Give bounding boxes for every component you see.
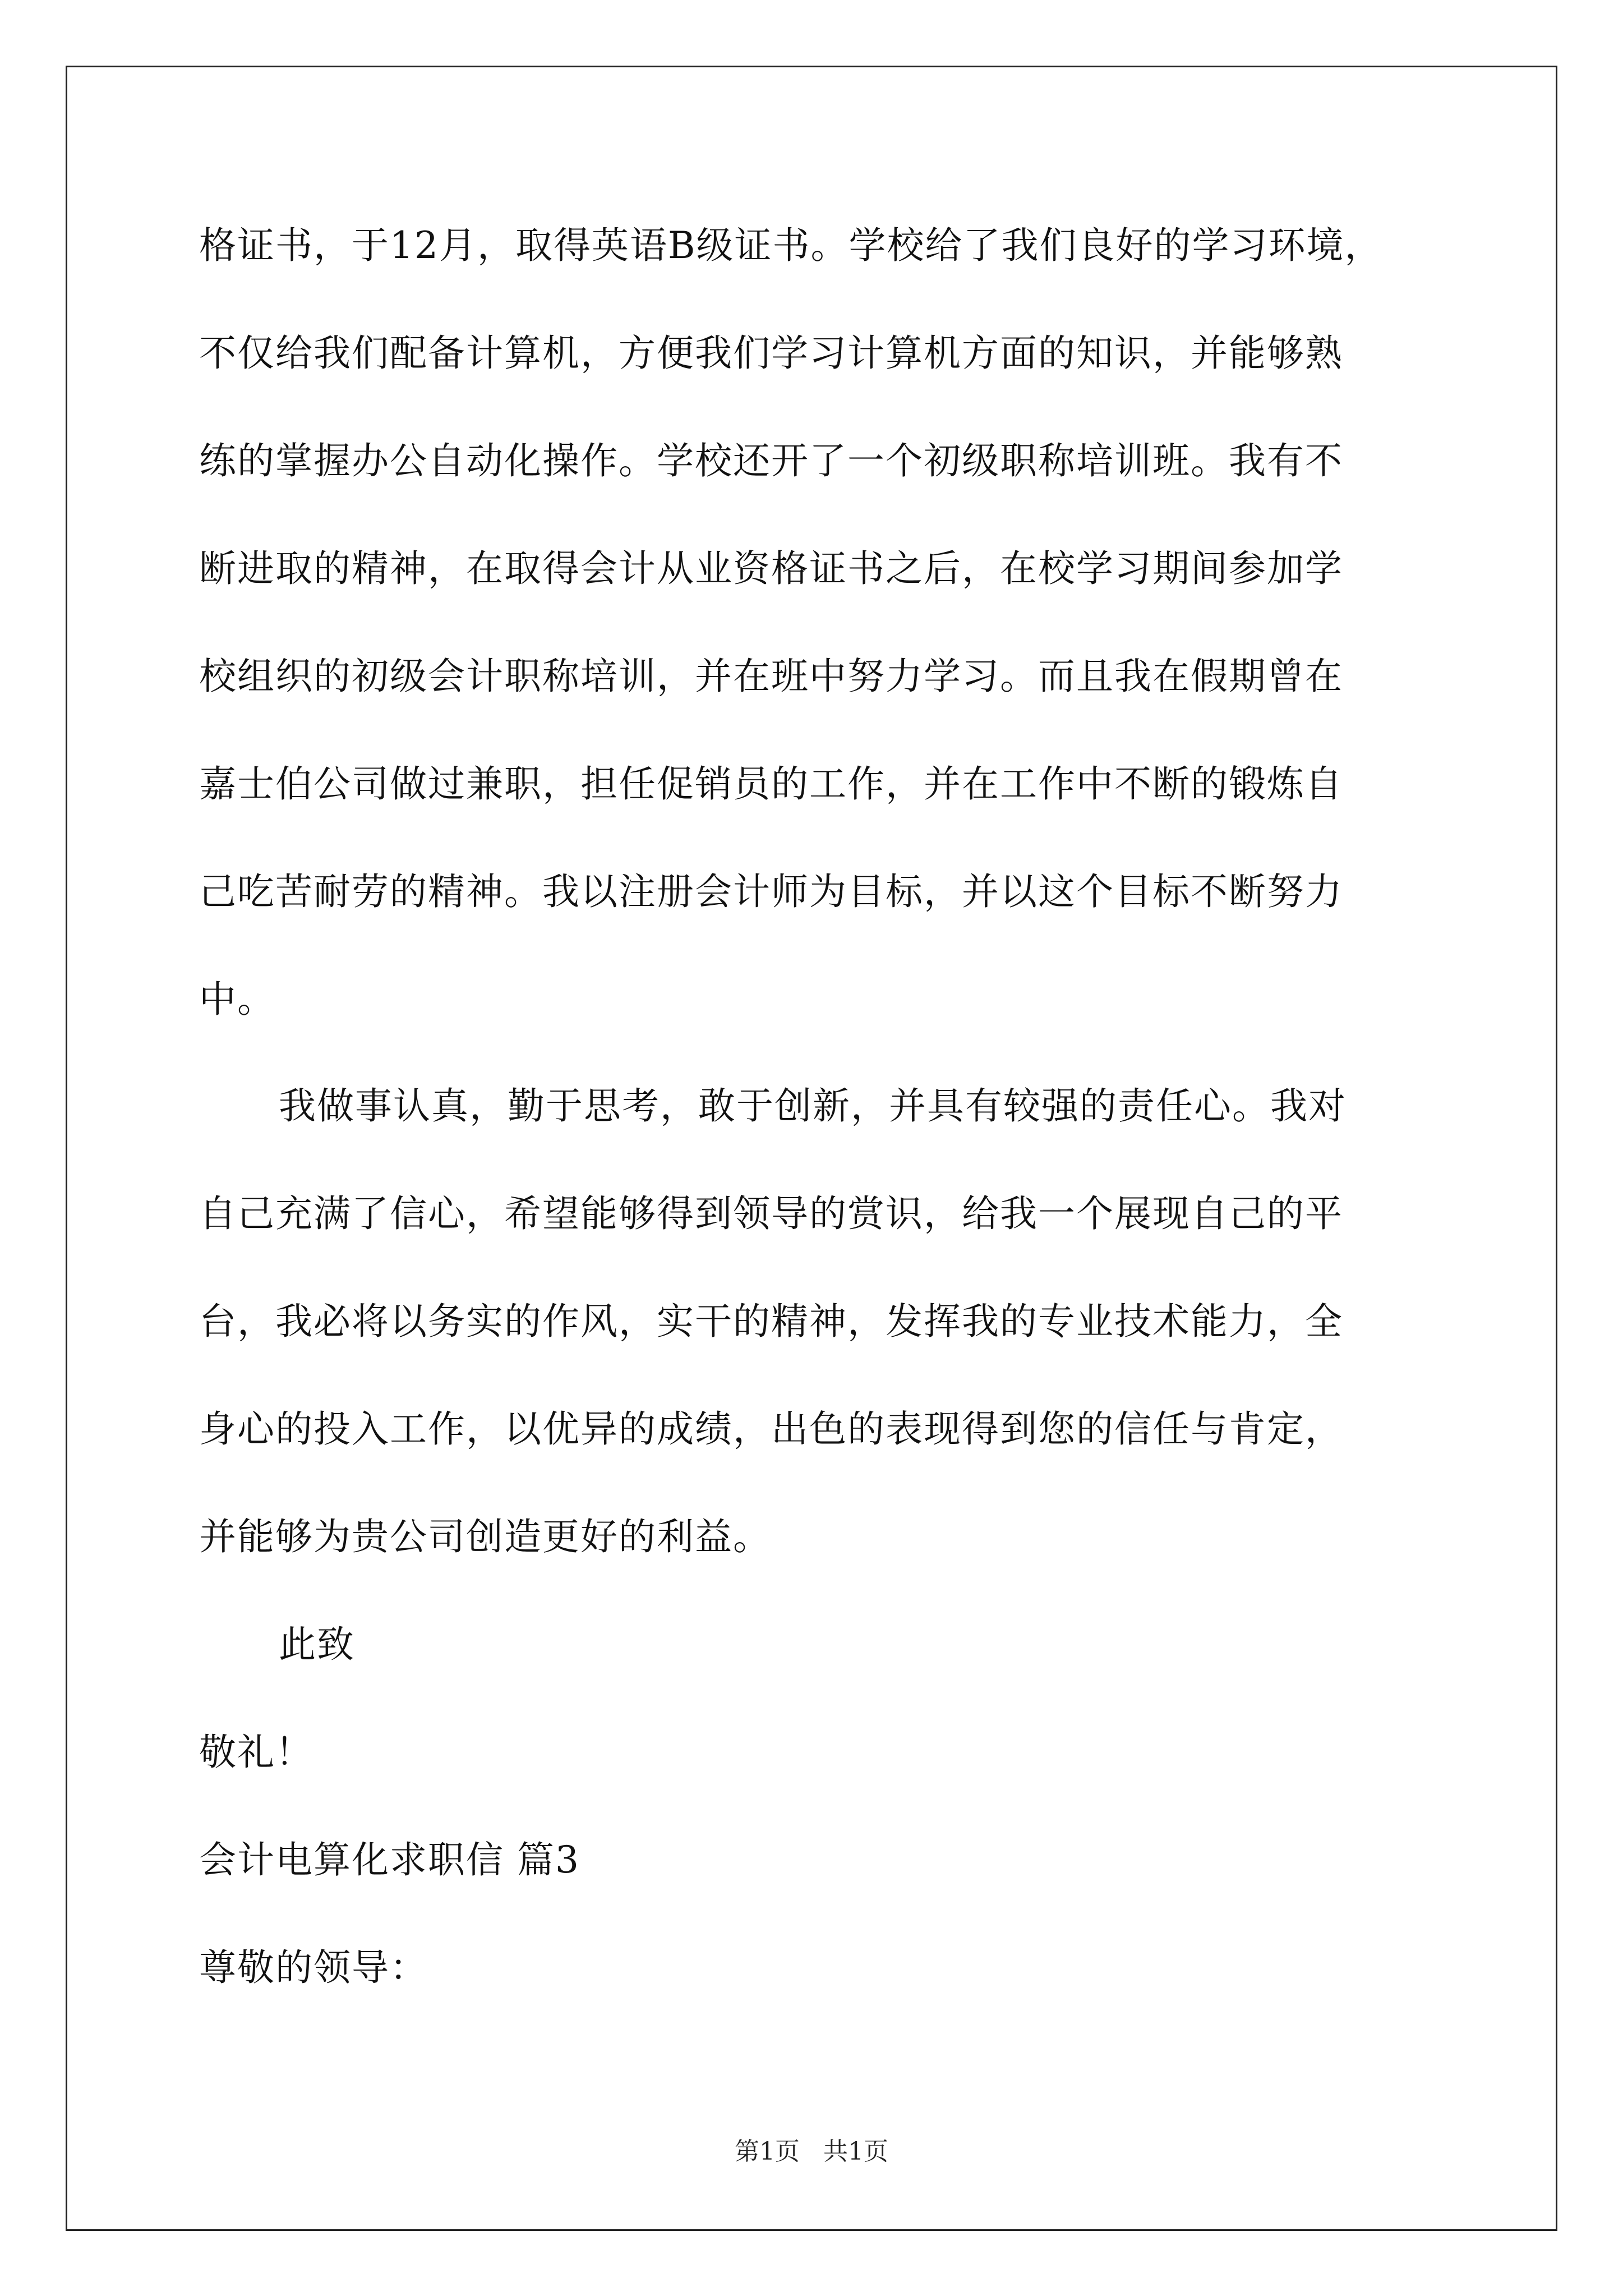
- body-line-4: 断进取的精神，在取得会计从业资格证书之后，在校学习期间参加学: [199, 547, 1343, 590]
- paragraph-line-2: 自己充满了信心，希望能够得到领导的赏识，给我一个展现自己的平: [199, 1192, 1343, 1235]
- body-line-3: 练的掌握办公自动化操作。学校还开了一个初级职称培训班。我有不: [199, 439, 1343, 482]
- paragraph-line-3: 台，我必将以务实的作风，实干的精神，发挥我的专业技术能力，全: [199, 1300, 1343, 1343]
- body-line-8: 中。: [199, 978, 275, 1021]
- closing-line: 此致: [279, 1623, 355, 1666]
- paragraph-line-1: 我做事认真，勤于思考，敢于创新，并具有较强的责任心。我对: [279, 1084, 1347, 1128]
- body-line-5: 校组织的初级会计职称培训，并在班中努力学习。而且我在假期曾在: [199, 655, 1343, 698]
- body-line-6: 嘉士伯公司做过兼职，担任促销员的工作，并在工作中不断的锻炼自: [199, 762, 1343, 806]
- body-line-2: 不仅给我们配备计算机，方便我们学习计算机方面的知识，并能够熟: [199, 332, 1343, 375]
- body-line-1: 格证书，于12月，取得英语B级证书。学校给了我们良好的学习环境，: [199, 224, 1383, 267]
- page-footer: 第1页 共1页: [735, 2137, 888, 2166]
- section-heading: 会计电算化求职信 篇3: [199, 1838, 580, 1881]
- greeting-line: 尊敬的领导：: [199, 1946, 428, 1989]
- body-line-7: 己吃苦耐劳的精神。我以注册会计师为目标，并以这个目标不断努力: [199, 870, 1343, 913]
- salutation-line: 敬礼！: [199, 1731, 313, 1774]
- paragraph-line-4: 身心的投入工作，以优异的成绩，出色的表现得到您的信任与肯定，: [199, 1407, 1343, 1451]
- paragraph-line-5: 并能够为贵公司创造更好的利益。: [199, 1515, 771, 1558]
- page-border: [66, 66, 1557, 2231]
